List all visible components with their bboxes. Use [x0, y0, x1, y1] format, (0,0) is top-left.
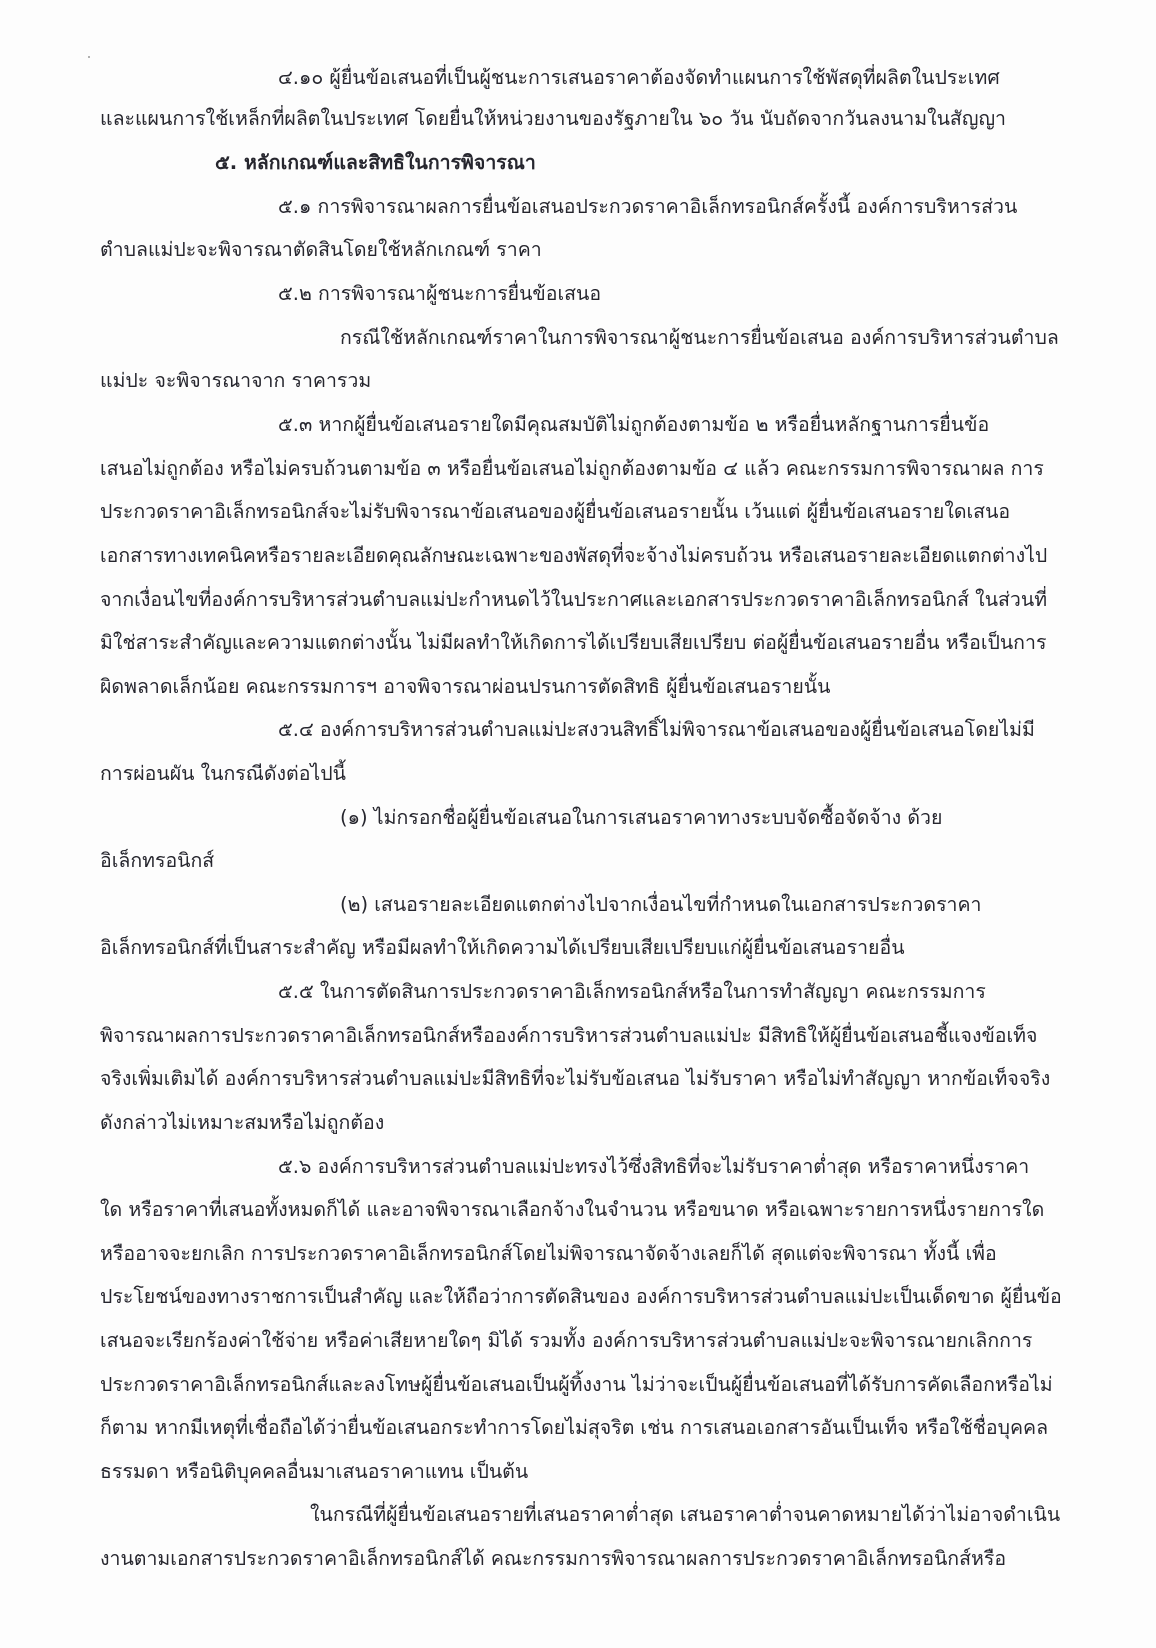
paragraph-line: ก็ตาม หากมีเหตุที่เชื่อถือได้ว่ายื่นข้อเสนอกระทำการโดยไม่สุจริต เช่น การเสนอเอกสารอันเป็นเท็จ หรือใช้ชื่อบุคคล	[100, 1416, 1049, 1439]
paragraph-line: และแผนการใช้เหล็กที่ผลิตในประเทศ โดยยื่นให้หน่วยงานของรัฐภายใน ๖๐ วัน นับถัดจากวันลงนามในสัญญา	[100, 107, 1007, 130]
clause-5-6: ๕.๖ องค์การบริหารส่วนตำบลแม่ปะทรงไว้ซึ่งสิทธิที่จะไม่รับราคาต่ำสุด หรือราคาหนึ่งราคา	[278, 1155, 1030, 1178]
paragraph-line: ในกรณีที่ผู้ยื่นข้อเสนอรายที่เสนอราคาต่ำสุด เสนอราคาต่ำจนคาดหมายได้ว่าไม่อาจดำเนิน	[310, 1503, 1061, 1526]
paragraph-line: หรืออาจจะยกเลิก การประกวดราคาอิเล็กทรอนิกส์โดยไม่พิจารณาจัดจ้างเลยก็ได้ สุดแต่จะพิจารณา ทั้งนี้ เพื่อ	[100, 1242, 997, 1265]
paragraph-line: เสนอจะเรียกร้องค่าใช้จ่าย หรือค่าเสียหายใดๆ มิได้ รวมทั้ง องค์การบริหารส่วนตำบลแม่ปะจะพิจารณายกเลิกการ	[100, 1329, 1033, 1352]
paragraph-line: จริงเพิ่มเติมได้ องค์การบริหารส่วนตำบลแม่ปะมีสิทธิที่จะไม่รับข้อเสนอ ไม่รับราคา หรือไม่ทำสัญญา หากข้อเท็จจริง	[100, 1067, 1051, 1090]
paragraph-line: เอกสารทางเทคนิคหรือรายละเอียดคุณลักษณะเฉพาะของพัสดุที่จะจ้างไม่ครบถ้วน หรือเสนอรายละเอียดแตกต่างไป	[100, 544, 1048, 567]
paragraph-line: จากเงื่อนไขที่องค์การบริหารส่วนตำบลแม่ปะกำหนดไว้ในประกาศและเอกสารประกวดราคาอิเล็กทรอนิกส์ ในส่วนที่	[100, 588, 1048, 611]
paragraph-line: ดังกล่าวไม่เหมาะสมหรือไม่ถูกต้อง	[100, 1111, 385, 1134]
paragraph-line: ประกวดราคาอิเล็กทรอนิกส์และลงโทษผู้ยื่นข้อเสนอเป็นผู้ทิ้งงาน ไม่ว่าจะเป็นผู้ยื่นข้อเสนอที่ได้รับการคัดเลือกหรือไม่	[100, 1373, 1053, 1396]
paragraph-line: การผ่อนผัน ในกรณีดังต่อไปนี้	[100, 762, 346, 785]
paragraph-line: อิเล็กทรอนิกส์ที่เป็นสาระสำคัญ หรือมีผลทำให้เกิดความได้เปรียบเสียเปรียบแก่ผู้ยื่นข้อเสนอรายอื่น	[100, 936, 905, 959]
paragraph-line: ผิดพลาดเล็กน้อย คณะกรรมการฯ อาจพิจารณาผ่อนปรนการตัดสิทธิ ผู้ยื่นข้อเสนอรายนั้น	[100, 675, 831, 698]
paragraph-line: เสนอไม่ถูกต้อง หรือไม่ครบถ้วนตามข้อ ๓ หรือยื่นข้อเสนอไม่ถูกต้องตามข้อ ๔ แล้ว คณะกรรมการพิจารณาผล การ	[100, 457, 1044, 480]
clause-5-1: ๕.๑ การพิจารณาผลการยื่นข้อเสนอประกวดราคาอิเล็กทรอนิกส์ครั้งนี้ องค์การบริหารส่วน	[278, 195, 1018, 218]
paragraph-line: กรณีใช้หลักเกณฑ์ราคาในการพิจารณาผู้ชนะการยื่นข้อเสนอ องค์การบริหารส่วนตำบล	[340, 326, 1059, 349]
paragraph-line: อิเล็กทรอนิกส์	[100, 849, 215, 872]
paragraph-line: ประโยชน์ของทางราชการเป็นสำคัญ และให้ถือว่าการตัดสินของ องค์การบริหารส่วนตำบลแม่ปะเป็นเด็ดขาด ผู้ยื่นข้อ	[100, 1285, 1062, 1308]
scan-speck	[88, 56, 90, 58]
clause-5-5: ๕.๕ ในการตัดสินการประกวดราคาอิเล็กทรอนิกส์หรือในการทำสัญญา คณะกรรมการ	[278, 980, 986, 1003]
paragraph-line: พิจารณาผลการประกวดราคาอิเล็กทรอนิกส์หรือองค์การบริหารส่วนตำบลแม่ปะ มีสิทธิให้ผู้ยื่นข้อเสนอชี้แจงข้อเท็จ	[100, 1024, 1038, 1047]
sub-item-2: (๒) เสนอรายละเอียดแตกต่างไปจากเงื่อนไขที่กำหนดในเอกสารประกวดราคา	[340, 893, 982, 916]
paragraph-line: ตำบลแม่ปะจะพิจารณาตัดสินโดยใช้หลักเกณฑ์ ราคา	[100, 238, 542, 261]
sub-item-1: (๑) ไม่กรอกชื่อผู้ยื่นข้อเสนอในการเสนอราคาทางระบบจัดซื้อจัดจ้าง ด้วย	[340, 806, 943, 829]
clause-5-2: ๕.๒ การพิจารณาผู้ชนะการยื่นข้อเสนอ	[278, 282, 602, 305]
paragraph-line: ธรรมดา หรือนิติบุคคลอื่นมาเสนอราคาแทน เป็นต้น	[100, 1460, 529, 1483]
paragraph-line: ใด หรือราคาที่เสนอทั้งหมดก็ได้ และอาจพิจารณาเลือกจ้างในจำนวน หรือขนาด หรือเฉพาะรายการหนึ่งรายการใด	[100, 1198, 1045, 1221]
line-4-10-intro: ๔.๑๐ ผู้ยื่นข้อเสนอที่เป็นผู้ชนะการเสนอราคาต้องจัดทำแผนการใช้พัสดุที่ผลิตในประเทศ	[278, 66, 1000, 89]
paragraph-line: แม่ปะ จะพิจารณาจาก ราคารวม	[100, 369, 372, 392]
section-5-heading: ๕. หลักเกณฑ์และสิทธิในการพิจารณา	[215, 151, 536, 174]
clause-5-3: ๕.๓ หากผู้ยื่นข้อเสนอรายใดมีคุณสมบัติไม่ถูกต้องตามข้อ ๒ หรือยื่นหลักฐานการยื่นข้อ	[278, 413, 990, 436]
clause-5-4: ๕.๔ องค์การบริหารส่วนตำบลแม่ปะสงวนสิทธิ์ไม่พิจารณาข้อเสนอของผู้ยื่นข้อเสนอโดยไม่มี	[278, 718, 1035, 741]
paragraph-line: ประกวดราคาอิเล็กทรอนิกส์จะไม่รับพิจารณาข้อเสนอของผู้ยื่นข้อเสนอรายนั้น เว้นแต่ ผู้ยื่นข้อเสนอรายใดเสนอ	[100, 500, 1011, 523]
paragraph-line: งานตามเอกสารประกวดราคาอิเล็กทรอนิกส์ได้ คณะกรรมการพิจารณาผลการประกวดราคาอิเล็กทรอนิกส์หรือ	[100, 1547, 1007, 1570]
paragraph-line: มิใช่สาระสำคัญและความแตกต่างนั้น ไม่มีผลทำให้เกิดการได้เปรียบเสียเปรียบ ต่อผู้ยื่นข้อเสนอรายอื่น หรือเป็นการ	[100, 631, 1047, 654]
